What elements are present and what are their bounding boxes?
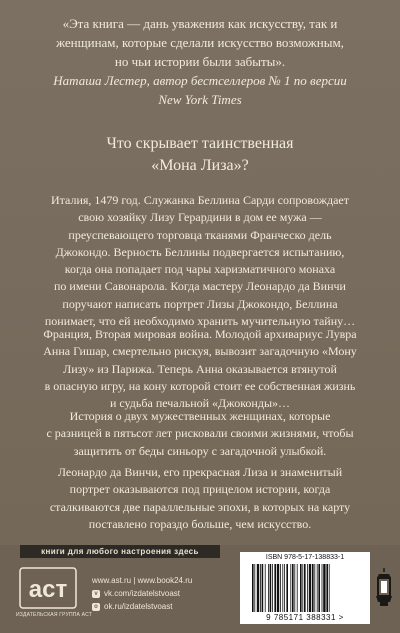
blurb-paragraph-closing bbox=[20, 464, 380, 533]
vk-icon: v bbox=[92, 590, 100, 598]
barcode-bar bbox=[329, 564, 330, 612]
paragraph-line: преуспевающего торговца тканями Франческо дель bbox=[68, 227, 332, 242]
website-link-row[interactable] bbox=[92, 574, 192, 587]
paragraph-line: защитить от беды синьору с загадочной улыбкой. bbox=[73, 443, 327, 458]
paragraph-line: Анна Гишар, смертельно рискуя, вывозит загадочную «Мону bbox=[43, 344, 357, 359]
website-link[interactable]: www.ast.ru | www.book24.ru bbox=[92, 576, 193, 585]
barcode-bar bbox=[254, 564, 255, 612]
blurb-paragraph-france bbox=[20, 326, 380, 412]
vk-link[interactable]: vk.com/izdatelstvoast bbox=[104, 589, 181, 598]
barcode-bar bbox=[274, 564, 276, 612]
barcode-bar bbox=[297, 564, 298, 612]
ok-link-row[interactable] bbox=[92, 600, 192, 613]
barcode-bar bbox=[317, 564, 318, 612]
ast-logo-icon bbox=[18, 566, 78, 610]
barcode-bar bbox=[282, 564, 283, 612]
quote-line: но чьи истории были забыты». bbox=[114, 54, 286, 69]
quote-line: женщинам, которые сделали искусство возможным, bbox=[56, 35, 344, 50]
heading-line: Что скрывает таинственная bbox=[106, 135, 294, 152]
paragraph-line: по имени Савонарола. Когда мастеру Леонардо да Винчи bbox=[54, 279, 346, 294]
barcode-bar bbox=[270, 564, 272, 612]
publisher-name: ИЗДАТЕЛЬСКАЯ ГРУППА АСТ bbox=[16, 612, 92, 618]
barcode-bar bbox=[294, 564, 295, 612]
barcode-bar bbox=[257, 564, 259, 612]
barcode-bar bbox=[252, 564, 254, 612]
paragraph-line: и судьба печальной «Джоконды»… bbox=[109, 396, 291, 411]
quote-line: «Эта книга — дань уважения как искусству, так и bbox=[62, 16, 338, 31]
barcode-panel bbox=[240, 552, 370, 624]
ok-icon: o bbox=[92, 603, 100, 611]
barcode-bar bbox=[318, 564, 320, 612]
heading-line: «Мона Лиза»? bbox=[151, 157, 249, 174]
barcode bbox=[250, 564, 362, 612]
ast-logo-text: аст bbox=[28, 576, 68, 603]
paragraph-line: сталкиваются две параллельные эпохи, в которых на карту bbox=[49, 499, 351, 514]
barcode-bar bbox=[302, 564, 303, 612]
barcode-bar bbox=[280, 564, 281, 612]
barcode-bar bbox=[309, 564, 311, 612]
barcode-bar bbox=[286, 564, 288, 612]
blurb-heading bbox=[40, 133, 360, 177]
barcode-number: 9 785171 388331 > bbox=[266, 613, 344, 622]
barcode-bar bbox=[304, 564, 306, 612]
barcode-bar bbox=[326, 564, 328, 612]
paragraph-line: Джокондо. Верность Беллины подвергается испытанию, bbox=[55, 244, 345, 259]
barcode-bar bbox=[322, 564, 323, 612]
review-quote bbox=[20, 14, 380, 109]
barcode-bar bbox=[262, 564, 264, 612]
barcode-bar bbox=[272, 564, 273, 612]
barcode-bar bbox=[323, 564, 325, 612]
paragraph-line: Италия, 1479 год. Служанка Беллина Сарди сопровождает bbox=[50, 193, 350, 207]
quote-author: Наташа Лестер, автор бестселлеров № 1 по версии bbox=[53, 73, 347, 88]
barcode-bar bbox=[260, 564, 261, 612]
paragraph-line: Франция, Вторая мировая война. Молодой архивариус Лувра bbox=[43, 327, 357, 341]
blurb-paragraph-italy bbox=[20, 192, 380, 330]
paragraph-line: понимает, что ей необходимо хранить мучительную тайну… bbox=[44, 314, 356, 329]
barcode-bar bbox=[312, 564, 314, 612]
lantern-icon bbox=[373, 566, 395, 610]
quote-author-source: New York Times bbox=[158, 92, 242, 107]
paragraph-line: в опасную игру, на кону которой стоит ее собственная жизнь bbox=[44, 378, 356, 393]
barcode-bar bbox=[290, 564, 291, 612]
barcode-bar bbox=[292, 564, 294, 612]
paragraph-line: Леонардо да Винчи, его прекрасная Лиза и знаменитый bbox=[57, 465, 343, 479]
paragraph-line: свою хозяйку Лизу Герардини в дом ее мужа — bbox=[78, 210, 322, 225]
vk-link-row[interactable] bbox=[92, 587, 192, 600]
paragraph-line: Лизу» из Парижа. Теперь Анна оказывается втянутой bbox=[63, 361, 337, 376]
barcode-bar bbox=[284, 564, 285, 612]
barcode-bar bbox=[300, 564, 302, 612]
tagline-banner: книги для любого настроения здесь bbox=[20, 545, 220, 558]
barcode-bar bbox=[268, 564, 269, 612]
paragraph-line: поручают написать портрет Лизы Джокондо, Беллина bbox=[62, 296, 338, 311]
paragraph-line: когда она попадает под чары харизматичного монаха bbox=[64, 262, 336, 277]
paragraph-line: портрет оказываются под прицелом истории, когда bbox=[69, 482, 331, 497]
blurb-paragraph-summary bbox=[20, 408, 380, 460]
barcode-bar bbox=[277, 564, 279, 612]
paragraph-line: История о двух мужественных женщинах, которые bbox=[69, 409, 331, 423]
publisher-links bbox=[92, 574, 192, 613]
paragraph-line: поставлено гораздо больше, чем искусство. bbox=[88, 516, 312, 531]
isbn-text: ISBN 978-5-17-138833-1 bbox=[265, 554, 345, 561]
barcode-bar bbox=[314, 564, 315, 612]
barcode-bar bbox=[307, 564, 308, 612]
barcode-bar bbox=[265, 564, 266, 612]
paragraph-line: с разницей в пятьсот лет рисковали своими жизнями, чтобы bbox=[46, 426, 354, 441]
ok-link[interactable]: ok.ru/izdatelstvoast bbox=[104, 602, 173, 611]
